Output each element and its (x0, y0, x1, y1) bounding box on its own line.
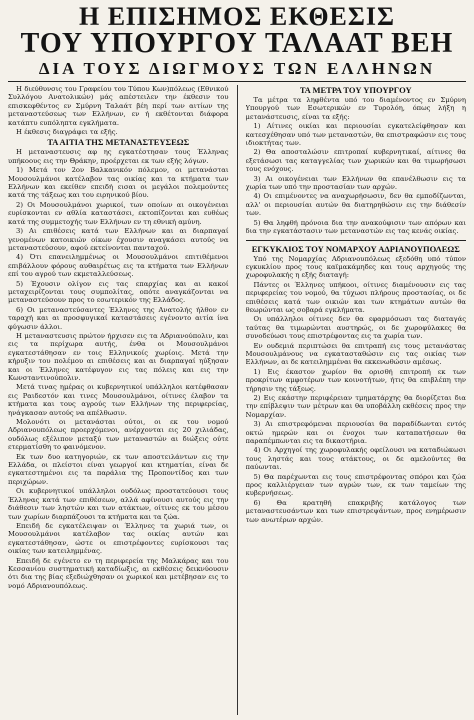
paragraph: 4) Ότι επανειλημμένως οι Μουσουλμάνοι επιτιθέμενοι επιβάλλουν φόρους αυθαιρέτως εις τα κτήματα των Ελλήνων επί του αγρού των εκμεταλλεύσεως. (8, 253, 229, 279)
right-column (246, 85, 467, 715)
paragraph: Η μεταναστευσις πρώτον ήρχισεν εις τα Αδριανούπολιν, και εις τα περίχωρα αυτής, ένθα οι Μουσουλμάνοι εγκατεστάθησαν εν τοις Ελληνικοίς χωρίοις. Μετά την κήρυξιν του πολέμου αι επιθέσεις και αι διαρπαγαί ηύξησαν και οι Έλληνες κατέφυγον εις τας πόλεις και εις την Κωνσταντινούπολιν. (8, 331, 229, 382)
circular-paragraph: Πάντες οι Έλληνες υπήκοοι, οίτινες διαμένουσιν εις τας περιφερείας του νομού, θα τύχωσι πλήρους προστασίας, οι δε επιθέσεις κατά των οικιών και των κτημάτων αυτών θα θεωρώνται ως σοβαρά εγκλήματα. (245, 280, 466, 314)
measure-item: 5) Θα ληφθή πρόνοια δια την ανακούφισιν των απόρων και δια την εγκατάστασιν των μεταναστών εις τας κενάς οικίας. (245, 218, 466, 236)
section-title-measures: ΤΑ ΜΕΤΡΑ ΤΟΥ ΥΠΟΥΡΓΟΥ (299, 85, 412, 95)
left-column (8, 85, 229, 715)
paragraph: Επειδή δε εγκατέλειψαν οι Έλληνες τα χωριά των, οι Μουσουλμάνοι κατέλαβον τας οικίας αυτών και εγκατεστάθησαν, ώστε οι επιστρέφοντες ευρίσκουσι τας οικίας των κατειλημμένας. (8, 521, 229, 556)
paragraph: 1) Μετά τον 2ον Βαλκανικόν πόλεμον, οι μετανάσται Μουσουλμάνοι κατέλαβον τας οικίας και τα κτήματα των Ελλήνων και εκείθεν επειδή εισαι οι μεγάλοι πολεμούντες κατά της τάξεως και του ειρηνικού βίου. (8, 166, 229, 200)
paragraph: 6) Οι μεταναστεύσαντες Έλληνες της Ανατολής ήλθον εν ταραχή και αι προσφυγικαί καταστάσεις εγένοντο αιτία ίνα φύγωσιν άλλοι. (8, 305, 229, 331)
circular-paragraph: 2) Εις εκάστην περιφέρειαν τμηματάρχης θα διορίζεται δια την επίβλεψιν των μέτρων και θα υποβάλλη εκθέσεις προς την Νομαρχίαν. (245, 394, 466, 419)
section-title-circular: ΕΓΚΥΚΛΙΟΣ ΤΟΥ ΝΟΜΑΡΧΟΥ ΑΔΡΙΑΝΟΥΠΟΛΕΩΣ (251, 243, 460, 254)
circular-intro: Υπό της Νομαρχίας Αδριανουπόλεως εξεδόθη υπό τύπον εγκυκλίου προς τους καϊμακάμηδες και τους αρχηγούς της χωροφυλακής η εξής διαταγή: (245, 254, 466, 280)
measure-item: 3) Αι οικογένειαι των Ελλήνων θα επανέλθωσιν εις τα χωρία των υπό την προστασίαν των αρχών. (245, 174, 466, 192)
paragraph: Μετά τινας ημέρας οι κυβερνητικοί υπάλληλοι κατέφθασαν εις Ραιδεστόν και τινες Μουσουλμάνοι, οίτινες έλαβον τα κτήματα και τους αγρούς των Ελλήνων της περιφερείας, ηνάγκασαν αυτούς να απέλθωσιν. (8, 383, 229, 417)
circular-paragraph: Εν ουδεμιά περιπτώσει θα επιτραπή εις τους μετανάστας Μουσουλμάνους να εγκατασταθώσιν εις τας οικίας των Ελλήνων, αι δε κατειλημμέναι θα εκκενωθώσιν αμέσως. (245, 341, 466, 367)
article-intro: Η διεύθυνσις του Γραφείου του Τύπου Κων)πόλεως (Εθνικού Συλλόγου Ανατολικών) μάς απέστειλεν την έκθεσιν του επισκεφθέντος εν Σμύρνη Ταλαάτ βέη περί των αιτίων της μεταναστεύσεως των Ελλήνων, εν ή εκθέτονται διάφορα κατάπτυ ευπόληπτα εγκλήματα. (8, 85, 229, 127)
headline-line-1: Η ΕΠΙΣΗΜΟΣ ΕΚΘΕΣΙΣ (78, 2, 396, 31)
paragraph: Μολονότι οι μετανάσται ούτοι, οι εκ του νομού Αδριανουπόλεως προερχόμενοι, ανέρχονται εις 20 χιλιάδας, ουδόλως εξέλιπον μεταξύ των μεταναστών αι διώξεις ούτε ετερματίσθη το φαινόμενον. (8, 418, 229, 452)
paragraph: 2) Οι Μουσουλμάνοι χωρικοί, των οποίων αι οικογένειαι ευρίσκονται εν αθλία καταστάσει, εκτοπίζονται και ευθέως κατά της συμμετοχής των Ελλήνων εν τη εθνική αμύνη. (8, 200, 229, 226)
headline-rule (8, 81, 466, 82)
circular-paragraph: 5) Θα παρέχωνται εις τους επιστρέφοντας σπόροι και ζώα προς καλλιέργειαν των αγρών των, εκ των ταμείων της κυβερνήσεως. (245, 472, 466, 498)
circular-paragraph: 3) Αι επιστρεφόμεναι περιουσίαι θα παραδίδωνται εντός οκτώ ημερών και οι ένοχοι των καταπατήσεων θα παραπέμπωνται εις τα δικαστήρια. (245, 420, 466, 446)
circular-paragraph: Οι υπάλληλοι οίτινες δεν θα εφαρμόσωσι τας διαταγάς ταύτας θα τιμωρώνται αυστηρώς, οι δε χωροφύλακες θα συνοδεύωσι τους επιστρέφοντας εις τα χωρία των. (245, 315, 466, 341)
paragraph: 3) Αι επιθέσεις κατά των Ελλήνων και αι διαρπαγαί γενομένων κατοικιών οίκων έχουσιν αναγκάσει αυτούς να μεταναστεύσουν, αφού εκτείνονται πανταχού. (8, 227, 229, 252)
article-columns (8, 85, 466, 715)
measure-item: 1) Αίτινες οικίαι και περιουσίαι εγκατελείφθησαν και κατεσχέθησαν υπό των μεταναστών, θα επιστραφώσιν εις τους ιδιοκτήτας των. (245, 122, 466, 148)
section-rule (246, 240, 467, 241)
circular-paragraph: 1) Εις έκαστον χωρίον θα ορισθή επιτροπή εκ των προκρίτων αμφοτέρων των κοινοτήτων, ήτις θα επιβλέπη την τήρησιν της τάξεως. (245, 367, 466, 393)
article-intro-2: Η έκθεσις διαγράφει τα εξής. (16, 128, 118, 137)
section-title-causes: ΤΑ ΑΙΤΙΑ ΤΗΣ ΜΕΤΑΝΑΣΤΕΥΣΕΩΣ (47, 137, 190, 148)
circular-paragraph: 6) Θα κρατηθή επακριβής κατάλογος των μεταναστευσάντων και των επιστρεψάντων, προς ενημέρωσιν των ανωτέρων αρχών. (245, 498, 466, 524)
paragraph: Εκ των δυο κατηγοριών, εκ των αποστειλάντων εις την Ελλάδα, οι πλείστοι είναι γεωργοί και κτηματίαι, είναι δε εγκατεστημένοι εις τα παράλια της Προποντίδος και των περιχώρων. (8, 452, 229, 486)
headline-line-2: ΤΟΥ ΥΠΟΥΡΓΟΥ ΤΑΛΑΑΤ ΒΕΗ (20, 28, 454, 59)
measure-item: 4) Οι επιμένοντες να αναχωρήσωσιν, δεν θα εμποδίζωνται, αλλ' οι περιουσίαι αυτών θα διατηρηθώσιν εις την διάθεσίν των. (245, 192, 466, 218)
paragraph: Επειδή δε εγένετο εν τη περιφερεία της Μαλκάρας και του Κεσσανίου συστηματική καταδίωξις, αι εκθέσεις δεικνύουσιν ότι δια της βίας εξεδιώχθησαν οι χωρικοί και μετέβησαν εις το νομό Αδριανουπόλεως. (8, 556, 229, 590)
paragraph: 5) Έχουσιν ολίγον εις τας επαρχίας και αι κακοί μεταχειρίζονται τους συμπολίτας, οπότε αναγκάζονται να μεταναστεύσουν προς το εσωτερικόν της Ελλάδος. (8, 279, 229, 305)
circular-paragraph: 4) Οι Αρχηγοί της χωροφυλακής οφείλουσι να καταδιώκωσι τους ληστάς και τους ατάκτους, οι δε αμελούντες θα παύωνται. (245, 446, 466, 472)
measures-intro: Τα μέτρα τα ληφθέντα υπό του διαμένοντος εν Σμύρνη Υπουργού των Εσωτερικών εν Τυρολόη, όπως λήξη η μετανάστευσις, είναι τα εξής: (245, 96, 466, 121)
measure-item: 2) Θα αποσταλώσιν επιτροπαί κυβερνητικαί, αίτινες θα εξετάσωσι τας καταγγελίας των χωρικών και θα τιμωρήσωσι τους ενόχους. (245, 148, 466, 174)
paragraph: Η μεταναστευσις αφ ης εγκατέστησαν τους Έλληνας υπήκοους εις την Θράκην, προέρχεται εκ των εξής λόγων. (8, 148, 229, 165)
paragraph: Οι κυβερνητικοί υπάλληλοι ουδόλως προστατεύουσι τους Έλληνας κατά των επιθέσεων, αλλά αφίνουσι αυτούς εις την διάθεσιν των ληστών και των ατάκτων, οίτινες εκ του μέσου των χωρίων διαρπάζουσι τα κτήματα και τα ζώα. (8, 487, 229, 521)
headline-line-3: ΔΙΑ ΤΟΥΣ ΔΙΩΓΜΟΥΣ ΤΩΝ ΕΛΛΗΝΩΝ (38, 59, 436, 78)
column-divider (237, 85, 238, 715)
